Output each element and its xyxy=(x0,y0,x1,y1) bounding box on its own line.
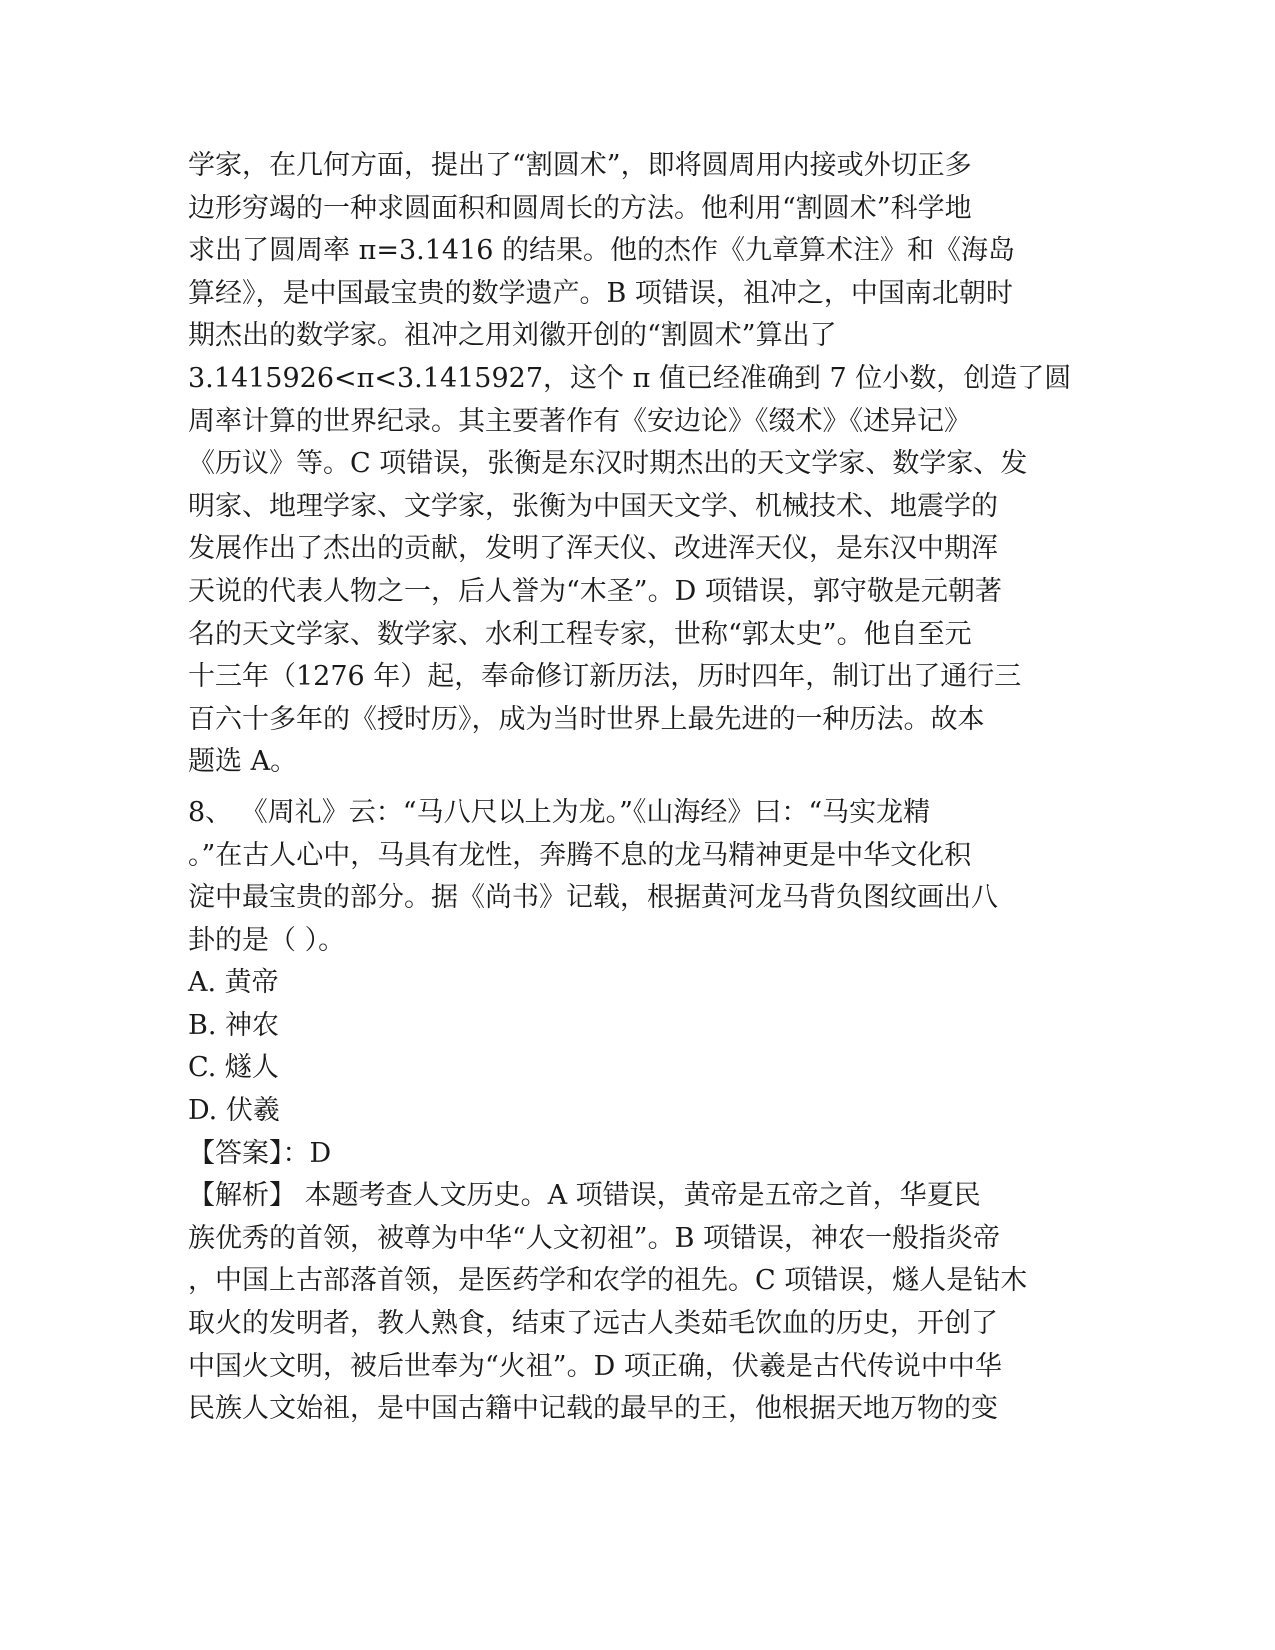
option-d: D. 伏羲 xyxy=(188,1095,280,1127)
question-line: 淀中最宝贵的部分。据《尚书》记载，根据黄河龙马背负图纹画出八 xyxy=(188,882,998,914)
analysis-line: 民族人文始祖，是中国古籍中记载的最早的王，他根据天地万物的变 xyxy=(188,1393,998,1425)
option-list xyxy=(188,962,1088,1132)
analysis-line: 族优秀的首领，被尊为中华“人文初祖”。B 项错误，神农一般指炎帝 xyxy=(188,1222,1001,1254)
analysis-line: 取火的发明者，教人熟食，结束了远古人类茹毛饮血的历史，开创了 xyxy=(188,1308,998,1340)
explanation-line: 天说的代表人物之一，后人誉为“木圣”。D 项错误，郭守敬是元朝著 xyxy=(188,575,1002,607)
question-line: 。”在古人心中，马具有龙性，奔腾不息的龙马精神更是中华文化积 xyxy=(188,839,972,871)
answer-line: 【答案】：D xyxy=(188,1137,332,1169)
explanation-line: 名的天文学家、数学家、水利工程专家，世称“郭太史”。他自至元 xyxy=(188,618,972,650)
explanation-line: 《历议》等。C 项错误，张衡是东汉时期杰出的天文学家、数学家、发 xyxy=(188,448,1028,480)
question-line: 卦的是（ ）。 xyxy=(188,924,346,956)
document-content xyxy=(188,145,1088,1431)
explanation-line: 周率计算的世界纪录。其主要著作有《安边论》《缀术》《述异记》 xyxy=(188,405,971,437)
explanation-line: 十三年（1276 年）起，奉命修订新历法，历时四年，制订出了通行三 xyxy=(188,661,1022,693)
analysis-line: ，中国上古部落首领，是医药学和农学的祖先。C 项错误，燧人是钻木 xyxy=(188,1265,1028,1297)
analysis-line: 【解析】 本题考查人文历史。A 项错误，黄帝是五帝之首，华夏民 xyxy=(188,1180,981,1212)
explanation-block xyxy=(188,145,1088,784)
option-b: B. 神农 xyxy=(188,1009,280,1041)
question-line: 8、 《周礼》云：“马八尺以上为龙。”《山海经》曰：“马实龙精 xyxy=(188,796,931,828)
explanation-line: 明家、地理学家、文学家，张衡为中国天文学、机械技术、地震学的 xyxy=(188,490,998,522)
explanation-line: 期杰出的数学家。祖冲之用刘徽开创的“割圆术”算出了 xyxy=(188,320,837,352)
explanation-line: 求出了圆周率 π=3.1416 的结果。他的杰作《九章算术注》和《海岛 xyxy=(188,235,1016,267)
analysis-line: 中国火文明，被后世奉为“火祖”。D 项正确，伏羲是古代传说中中华 xyxy=(188,1350,1002,1382)
option-c: C. 燧人 xyxy=(188,1052,279,1084)
analysis-block xyxy=(188,1175,1088,1431)
explanation-line: 题选 A。 xyxy=(188,746,298,778)
explanation-line: 算经》，是中国最宝贵的数学遗产。B 项错误，祖冲之，中国南北朝时 xyxy=(188,277,1013,309)
option-a: A. 黄帝 xyxy=(188,967,279,999)
explanation-line: 3.1415926<π<3.1415927，这个 π 值已经准确到 7 位小数，创造了圆 xyxy=(188,362,1072,394)
question-stem xyxy=(188,792,1088,962)
paragraph-gap xyxy=(188,784,1088,792)
explanation-line: 发展作出了杰出的贡献，发明了浑天仪、改进浑天仪，是东汉中期浑 xyxy=(188,533,998,565)
explanation-line: 学家，在几何方面，提出了“割圆术”，即将圆周用内接或外切正多 xyxy=(188,150,972,181)
explanation-line: 边形穷竭的一种求圆面积和圆周长的方法。他利用“割圆术”科学地 xyxy=(188,192,972,224)
explanation-line: 百六十多年的《授时历》，成为当时世界上最先进的一种历法。故本 xyxy=(188,703,985,735)
